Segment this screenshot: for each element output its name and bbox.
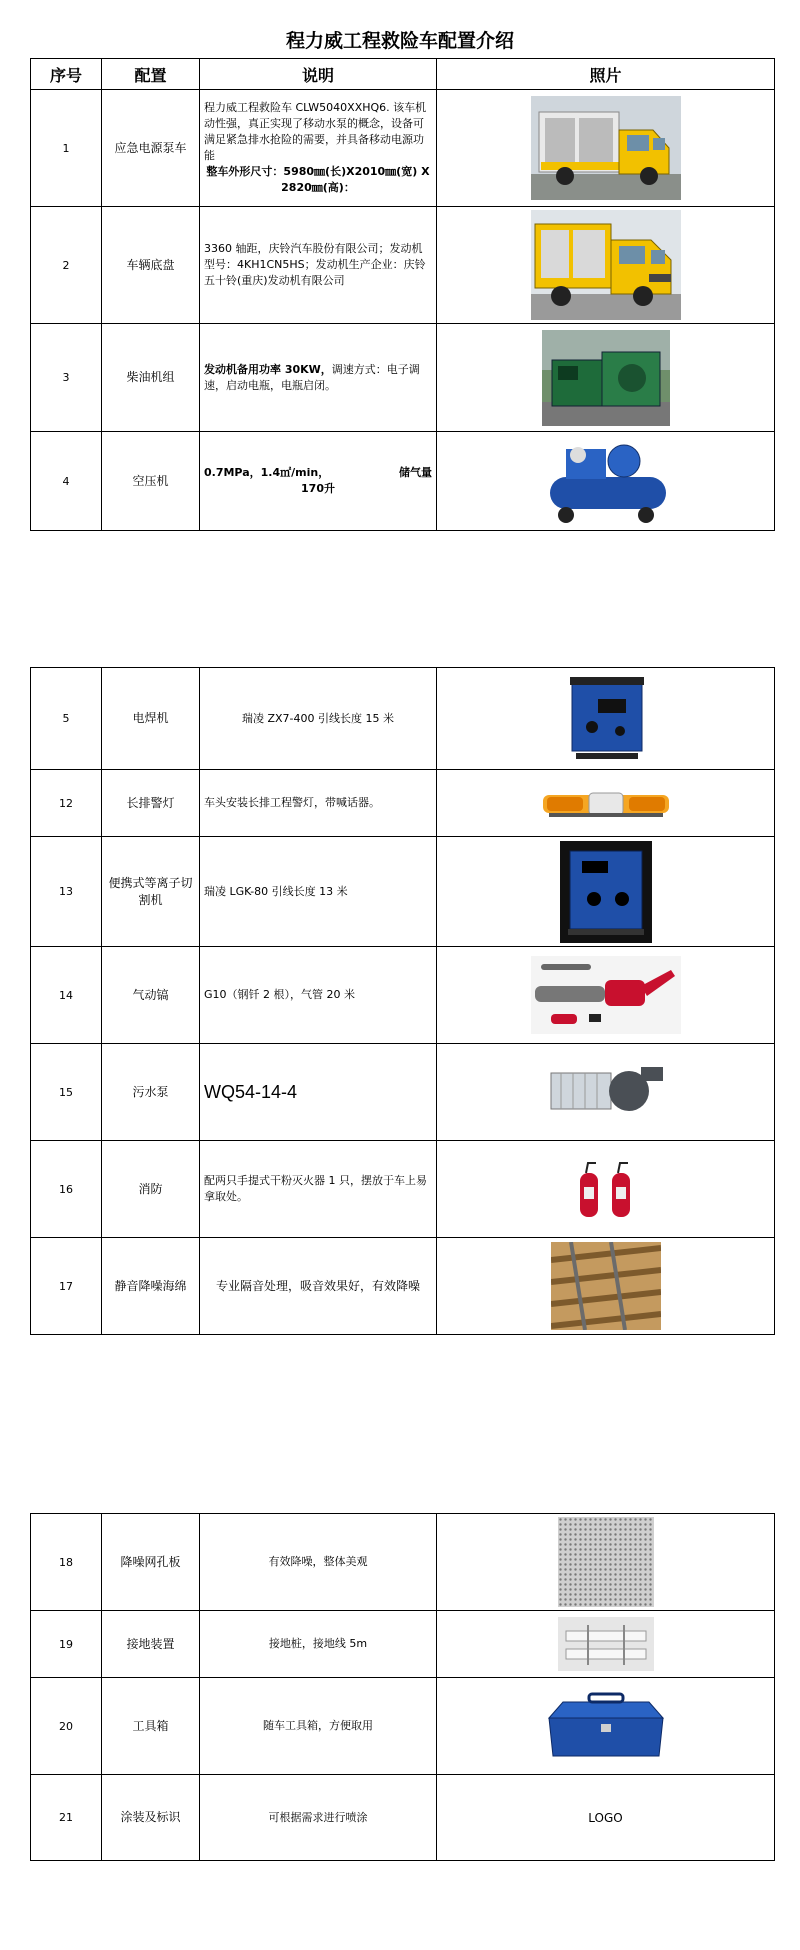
row-no: 14 (31, 947, 102, 1044)
row-name: 降噪网孔板 (102, 1514, 200, 1611)
row-desc: 随车工具箱，方便取用 (200, 1678, 437, 1775)
row-name: 电焊机 (102, 668, 200, 770)
table-row (31, 1514, 775, 1611)
page-title: 程力威工程救险车配置介绍 (285, 30, 514, 52)
row-no: 3 (31, 324, 102, 432)
row-name: 涂装及标识 (102, 1775, 200, 1861)
table-row (31, 207, 775, 324)
toolbox-photo (541, 1690, 671, 1762)
row-desc: 3360 轴距，庆铃汽车股份有限公司；发动机型号：4KH1CN5HS；发动机生产企业：庆铃五十铃(重庆)发动机有限公司 (200, 207, 437, 324)
row-desc (200, 324, 437, 432)
row-photo (437, 207, 775, 324)
header-config: 配置 (102, 59, 200, 90)
header-desc: 说明 (200, 59, 437, 90)
warning-light-bar-photo (539, 785, 673, 821)
row-name: 气动镐 (102, 947, 200, 1044)
row-no: 2 (31, 207, 102, 324)
row-name: 污水泵 (102, 1044, 200, 1141)
row-desc: 接地桩，接地线 5m (200, 1611, 437, 1678)
row-desc (200, 432, 437, 531)
table-row (31, 432, 775, 531)
config-table-2 (30, 667, 775, 1335)
row-photo (437, 770, 775, 837)
table-header-row (31, 59, 775, 90)
row-photo (437, 1044, 775, 1141)
row-desc-storage-label: 储气量 (399, 466, 432, 479)
row-desc-storage-value: 170升 (301, 482, 335, 495)
row-photo (437, 1238, 775, 1335)
row-no: 17 (31, 1238, 102, 1335)
pneumatic-pick-photo (531, 956, 681, 1034)
row-no: 20 (31, 1678, 102, 1775)
table-row (31, 668, 775, 770)
row-name: 空压机 (102, 432, 200, 531)
row-desc-pressure: 0.7MPa，1.4㎡/min， (204, 466, 330, 479)
row-no: 15 (31, 1044, 102, 1141)
row-desc: 有效降噪，整体美观 (200, 1514, 437, 1611)
table-row (31, 770, 775, 837)
truck-chassis-photo (531, 210, 681, 320)
sound-foam-photo (551, 1242, 661, 1330)
row-desc-bold: 发动机备用功率 30KW， (204, 362, 332, 376)
row-desc: G10（钢钎 2 根），气管 20 米 (200, 947, 437, 1044)
row-desc: 瑞凌 LGK-80 引线长度 13 米 (200, 837, 437, 947)
row-name: 工具箱 (102, 1678, 200, 1775)
row-name: 应急电源泵车 (102, 90, 200, 207)
perforated-panel-photo (558, 1517, 654, 1607)
table-row (31, 1611, 775, 1678)
table-row (31, 1044, 775, 1141)
config-table-3 (30, 1513, 775, 1861)
diesel-generator-photo (542, 330, 670, 426)
row-no: 18 (31, 1514, 102, 1611)
row-name: 消防 (102, 1141, 200, 1238)
row-name: 静音降噪海绵 (102, 1238, 200, 1335)
row-photo (437, 432, 775, 531)
row-photo (437, 1678, 775, 1775)
row-photo (437, 90, 775, 207)
row-photo (437, 1611, 775, 1678)
row-photo-logo: LOGO (437, 1775, 775, 1861)
table-row (31, 1141, 775, 1238)
sewage-pump-photo (541, 1051, 671, 1133)
row-name: 柴油机组 (102, 324, 200, 432)
row-desc-text: 调速方式：电子调速，启动电瓶，电瓶启闭。 (204, 362, 420, 392)
row-photo (437, 668, 775, 770)
row-no: 19 (31, 1611, 102, 1678)
row-photo (437, 947, 775, 1044)
config-table-1 (30, 58, 775, 531)
table-row (31, 324, 775, 432)
row-desc-dimensions: 整车外形尺寸：5980㎜(长)X2010㎜(宽) X 2820㎜(高)： (206, 165, 430, 194)
row-desc (200, 90, 437, 207)
row-no: 12 (31, 770, 102, 837)
row-desc: WQ54-14-4 (200, 1044, 437, 1141)
row-no: 5 (31, 668, 102, 770)
table-row (31, 1678, 775, 1775)
row-desc: 瑞凌 ZX7-400 引线长度 15 米 (200, 668, 437, 770)
row-desc: 配两只手提式干粉灭火器 1 只，摆放于车上易拿取处。 (200, 1141, 437, 1238)
row-no: 13 (31, 837, 102, 947)
table-row (31, 1775, 775, 1861)
table-row (31, 90, 775, 207)
row-desc: 车头安装长排工程警灯，带喊话器。 (200, 770, 437, 837)
table-row (31, 1238, 775, 1335)
row-name: 车辆底盘 (102, 207, 200, 324)
row-photo (437, 324, 775, 432)
row-desc-text: 程力威工程救险车 CLW5040XXHQ6. 该车机动性强，真正实现了移动水泵的概念，设备可满足紧急排水抢险的需要，并具备移动电源功能 (204, 101, 427, 162)
row-no: 16 (31, 1141, 102, 1238)
row-no: 1 (31, 90, 102, 207)
header-no: 序号 (31, 59, 102, 90)
header-photo: 照片 (437, 59, 775, 90)
row-name: 长排警灯 (102, 770, 200, 837)
row-photo (437, 837, 775, 947)
row-photo (437, 1141, 775, 1238)
rescue-truck-photo (531, 96, 681, 200)
fire-extinguisher-photo (574, 1157, 638, 1221)
row-desc: 可根据需求进行喷涂 (200, 1775, 437, 1861)
grounding-device-photo (558, 1617, 654, 1671)
table-row (31, 947, 775, 1044)
row-no: 21 (31, 1775, 102, 1861)
air-compressor-photo (536, 437, 676, 525)
row-name: 接地装置 (102, 1611, 200, 1678)
welding-machine-photo (558, 671, 654, 767)
row-no: 4 (31, 432, 102, 531)
plasma-cutter-photo (560, 841, 652, 943)
row-desc: 专业隔音处理，吸音效果好，有效降噪 (200, 1238, 437, 1335)
row-name: 便携式等离子切割机 (102, 837, 200, 947)
row-photo (437, 1514, 775, 1611)
table-row (31, 837, 775, 947)
